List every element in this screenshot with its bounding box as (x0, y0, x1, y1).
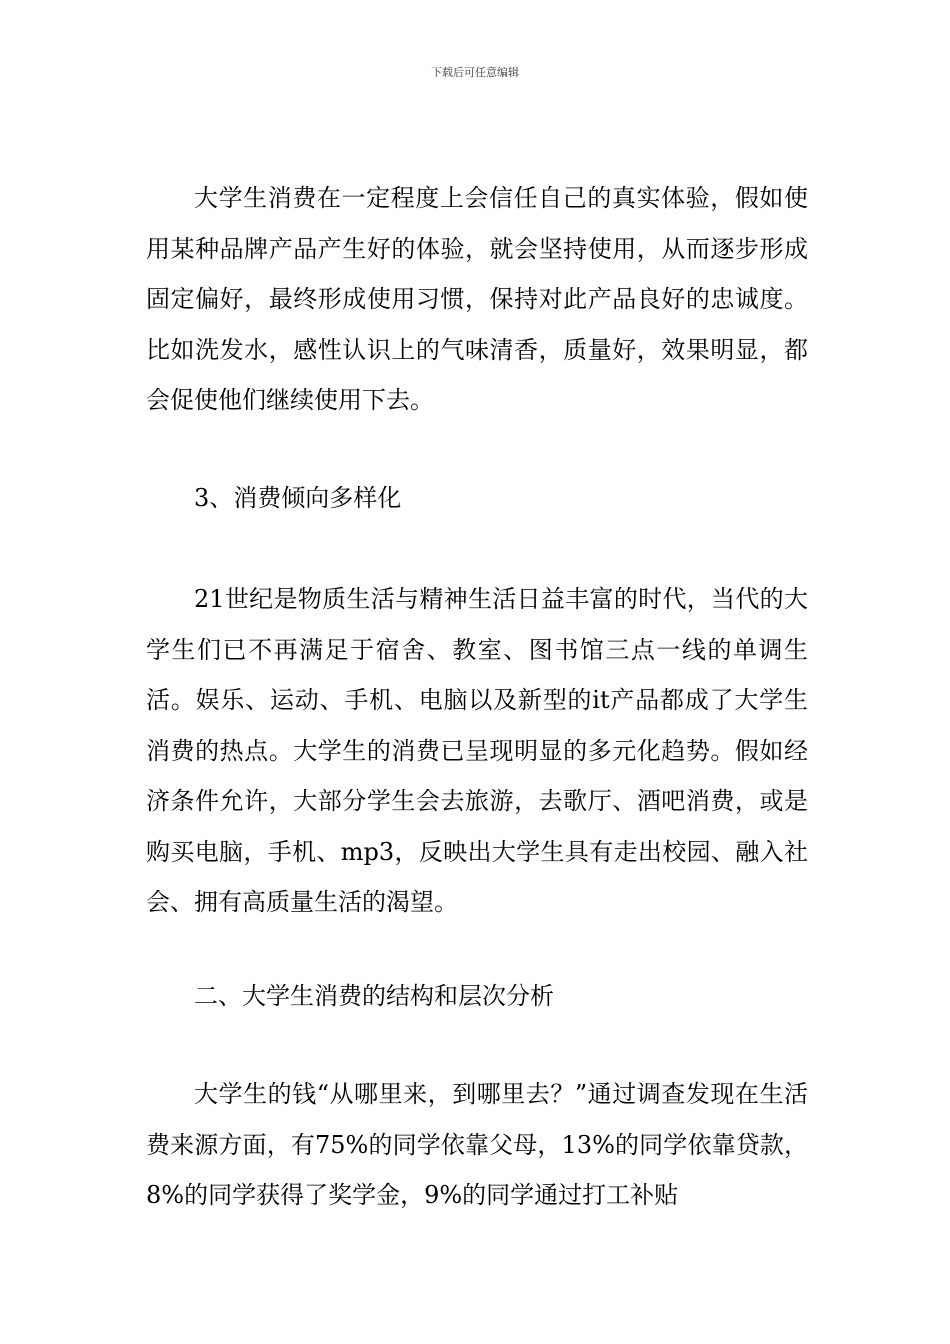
paragraph-money-sources: 大学生的钱“从哪里来，到哪里去？”通过调查发现在生活费来源方面，有75%的同学依靠父母，13%的同学依靠贷款，8%的同学获得了奖学金，9%的同学通过打工补贴 (146, 1080, 808, 1209)
paragraph-brand-loyalty: 大学生消费在一定程度上会信任自己的真实体验，假如使用某种品牌产品产生好的体验，就会坚持使用，从而逐步形成固定偏好，最终形成使用习惯，保持对此产品良好的忠诚度。比如洗发水，感性认识上的气味清香，质量好，效果明显，都会促使他们继续使用下去。 (146, 184, 808, 414)
section-heading-diversified-consumption: 3、消费倾向多样化 (194, 484, 402, 512)
section-heading-structure-analysis: 二、大学生消费的结构和层次分析 (194, 982, 554, 1010)
page-header-note: 下载后可任意编辑 (431, 66, 519, 79)
paragraph-diversified-consumption: 21世纪是物质生活与精神生活日益丰富的时代，当代的大学生们已不再满足于宿舍、教室、图书馆三点一线的单调生活。娱乐、运动、手机、电脑以及新型的it产品都成了大学生消费的热点。大学生的消费已呈现明显的多元化趋势。假如经济条件允许，大部分学生会去旅游，去歌厅、酒吧消费，或是购买电脑，手机、mp3，反映出大学生具有走出校园、融入社会、拥有高质量生活的渴望。 (146, 585, 808, 916)
